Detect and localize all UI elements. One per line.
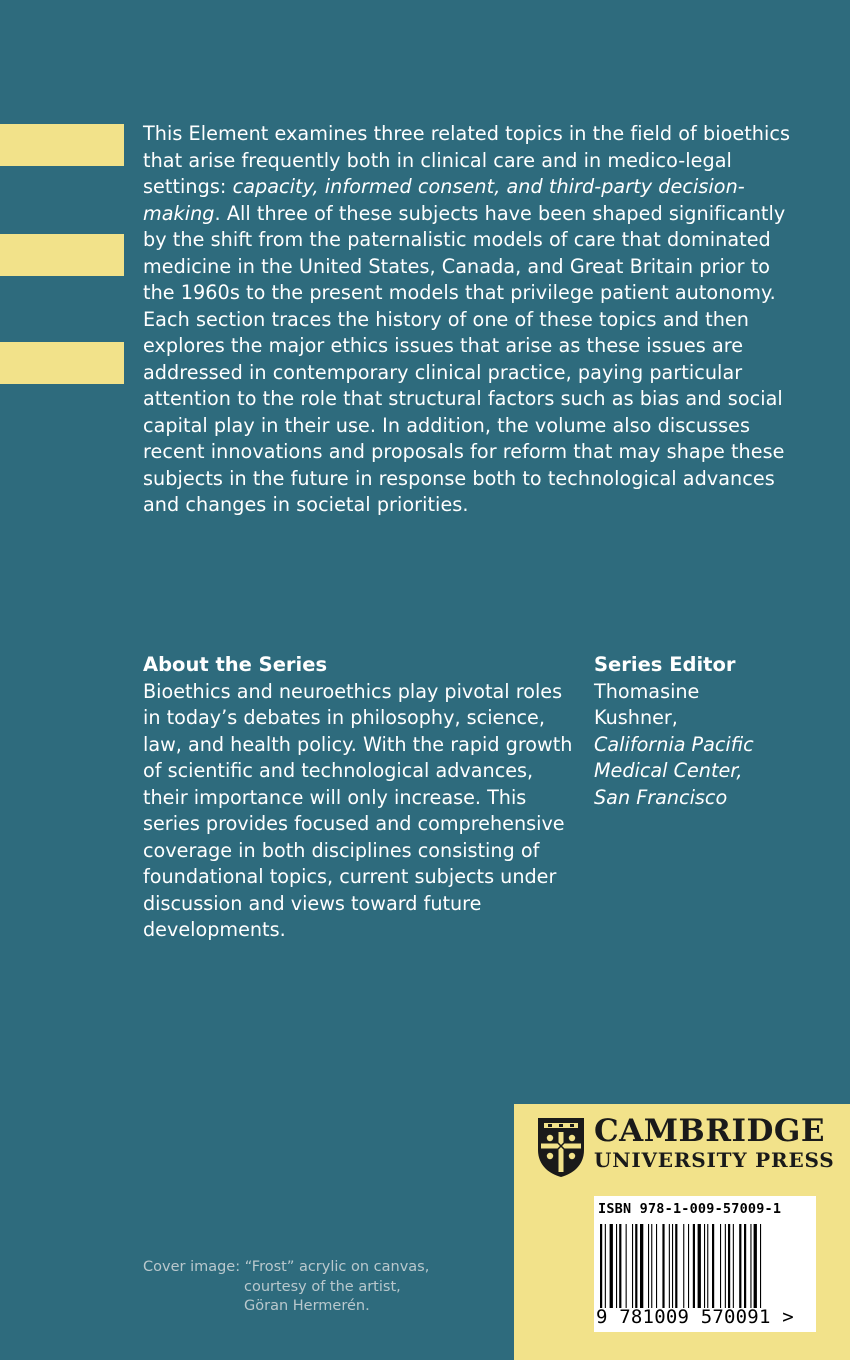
book-description bbox=[143, 121, 803, 519]
description-body: . All three of these subjects have been shaped significantly by the shift from the paternalistic models of care that dominated medicine in the United States, Canada, and Great Britain prior to the 1960s to the present models that privilege patient autonomy. Each section traces the history of one of these topics and then explores the major ethics issues that arise as these issues are addressed in contemporary clinical practice, paying particular attention to the role that structural factors such as bias and social capital play in their use. In addition, the volume also discusses recent innovations and proposals for reform that may shape these subjects in the future in response both to technological advances and changes in societal priorities. bbox=[143, 201, 786, 516]
accent-bar-middle bbox=[0, 234, 124, 276]
publisher-name bbox=[594, 1114, 835, 1172]
credit-line2: courtesy of the artist, bbox=[244, 1278, 401, 1295]
cover-image-credit bbox=[143, 1258, 443, 1317]
about-series-text: Bioethics and neuroethics play pivotal roles in today’s debates in philosophy, science, law, and health policy. With the rapid growth of scientific and technological advances, their importance will only increase. This series provides focused and comprehensive coverage in both disciplines consisting of foundational topics, current subjects under discussion and views toward future developments. bbox=[143, 679, 573, 941]
credit-line3: Göran Hermerén. bbox=[244, 1298, 370, 1314]
description-topics: capacity, informed consent, and third-party decision-making bbox=[143, 175, 745, 225]
accent-bar-bottom bbox=[0, 342, 124, 384]
isbn-label: ISBN 978-1-009-57009-1 bbox=[598, 1201, 782, 1217]
editor-affiliation-line3: San Francisco bbox=[594, 785, 728, 809]
publisher-name-line1: CAMBRIDGE bbox=[594, 1113, 825, 1149]
editor-affiliation-line2: Medical Center, bbox=[594, 759, 743, 782]
isbn-barcode bbox=[594, 1196, 816, 1332]
editor-name-first: Thomasine bbox=[594, 679, 700, 703]
about-series-heading: About the Series bbox=[143, 653, 328, 676]
barcode-bars-icon bbox=[598, 1224, 812, 1308]
series-editor-heading: Series Editor bbox=[594, 653, 736, 676]
publisher-name-line2: UNIVERSITY PRESS bbox=[594, 1148, 835, 1172]
cambridge-shield-icon bbox=[536, 1116, 586, 1178]
credit-line1: Cover image: “Frost” acrylic on canvas, bbox=[143, 1259, 430, 1275]
accent-bar-top bbox=[0, 124, 124, 166]
about-series-section bbox=[143, 652, 583, 944]
publisher-panel bbox=[514, 1104, 850, 1360]
description-intro: This Element examines three related topics in the field of bioethics that arise frequently both in clinical care and in medico-legal settings: bbox=[143, 122, 791, 198]
editor-affiliation-line1: California Pacific bbox=[594, 732, 754, 756]
editor-name-last: Kushner, bbox=[594, 706, 678, 729]
barcode-digits: 9 781009 570091 > bbox=[596, 1306, 794, 1328]
series-editor-section bbox=[594, 652, 834, 811]
